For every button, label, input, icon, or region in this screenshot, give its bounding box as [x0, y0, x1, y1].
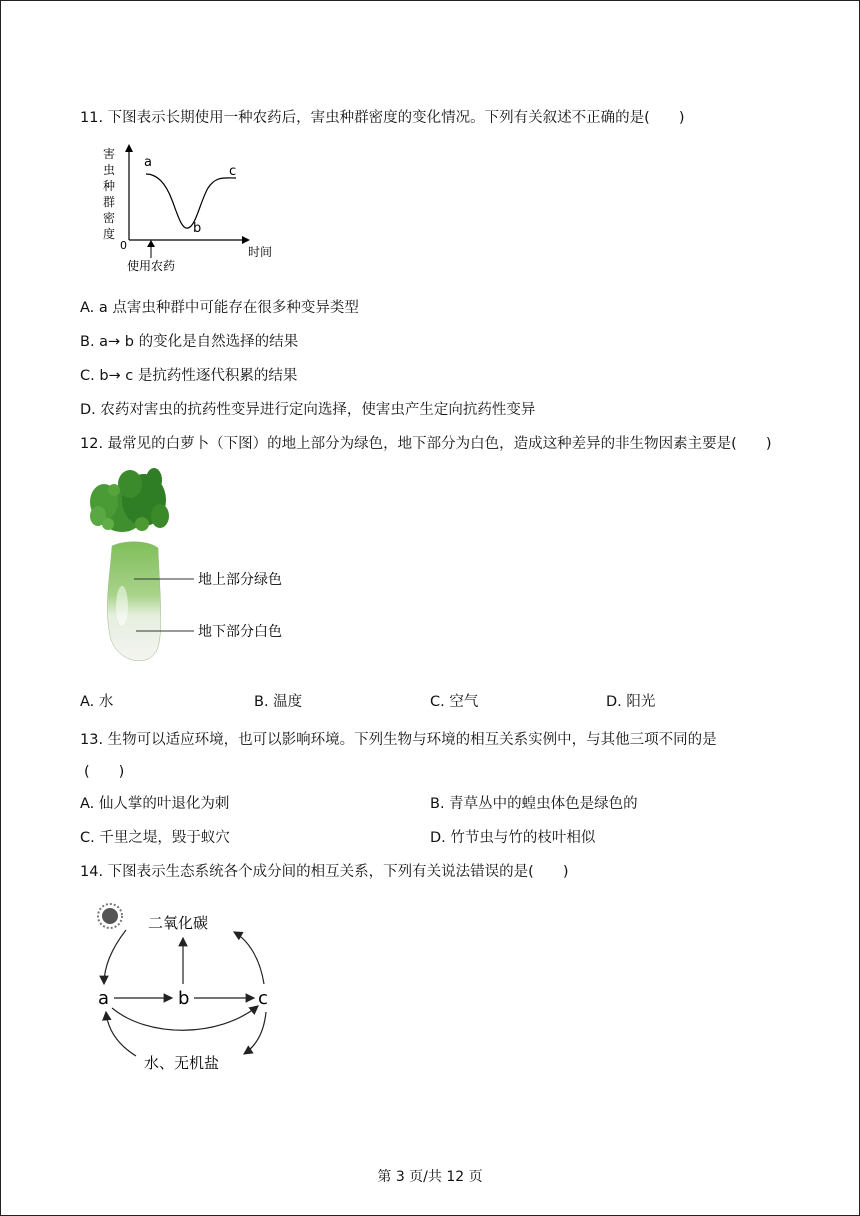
q13-option-b[interactable]: B. 青草丛中的蝗虫体色是绿色的 [430, 796, 638, 812]
q14-water-label: 水、无机盐 [144, 1054, 220, 1072]
q12-option-c[interactable]: C. 空气 [430, 694, 479, 710]
q11-option-a[interactable]: A. a 点害虫种群中可能存在很多种变异类型 [80, 300, 359, 316]
q11-point-b: b [193, 221, 202, 236]
q13-stem-line2: ( ) [84, 764, 125, 780]
radish-root [107, 542, 160, 661]
q14-co2-label: 二氧化碳 [148, 914, 209, 932]
q11-ylabel-char: 虫 [103, 163, 116, 177]
q11-point-a: a [144, 155, 152, 170]
q13-option-a[interactable]: A. 仙人掌的叶退化为刺 [80, 796, 230, 812]
q11-ylabel-char: 度 [103, 227, 116, 241]
q11-y-arrowhead [125, 144, 133, 152]
q11-point-c: c [229, 164, 237, 179]
q11-stem: 11. 下图表示长期使用一种农药后，害虫种群密度的变化情况。下列有关叙述不正确的是( ) [80, 110, 685, 126]
q14-ecosystem-diagram [88, 898, 288, 1078]
q14-stem: 14. 下图表示生态系统各个成分间的相互关系，下列有关说法错误的是( ) [80, 864, 569, 880]
sun-icon [98, 904, 122, 928]
q12-option-b[interactable]: B. 温度 [254, 694, 303, 710]
q11-ylabel-char: 群 [103, 195, 116, 209]
q11-option-b[interactable]: B. a→ b 的变化是自然选择的结果 [80, 334, 299, 350]
q12-option-a[interactable]: A. 水 [80, 694, 114, 710]
q11-x-arrowhead [242, 236, 250, 244]
q14-node-a: a [98, 988, 110, 1009]
q11-xlabel: 时间 [248, 245, 273, 259]
q14-node-c: c [258, 988, 268, 1009]
q12-option-d[interactable]: D. 阳光 [606, 694, 656, 710]
q12-label-green: 地上部分绿色 [198, 572, 282, 588]
q12-stem: 12. 最常见的白萝卜（下图）的地上部分为绿色，地下部分为白色，造成这种差异的非生物因素主要是( ) [80, 436, 772, 452]
q11-density-curve [146, 174, 236, 228]
q13-option-d[interactable]: D. 竹节虫与竹的枝叶相似 [430, 830, 596, 846]
q11-ylabel-char: 密 [103, 211, 116, 225]
q11-option-d[interactable]: D. 农药对害虫的抗药性变异进行定向选择，使害虫产生定向抗药性变异 [80, 402, 536, 418]
q11-origin: 0 [120, 239, 127, 252]
q13-stem-line1: 13. 生物可以适应环境，也可以影响环境。下列生物与环境的相互关系实例中，与其他三项不同的是 [80, 732, 717, 748]
q13-option-c[interactable]: C. 千里之堤，毁于蚁穴 [80, 830, 230, 846]
q11-ylabel-char: 种 [103, 179, 116, 193]
q14-node-b: b [178, 988, 190, 1009]
q12-label-white: 地下部分白色 [198, 624, 282, 640]
q11-ylabel-char: 害 [103, 147, 116, 161]
radish-leaves [90, 468, 169, 532]
q11-option-c[interactable]: C. b→ c 是抗药性逐代积累的结果 [80, 368, 298, 384]
q11-density-graph [96, 144, 286, 276]
page-number: 第 3 页/共 12 页 [377, 1169, 483, 1185]
q11-pesticide-label: 使用农药 [127, 259, 176, 273]
q12-radish-figure [84, 466, 314, 672]
